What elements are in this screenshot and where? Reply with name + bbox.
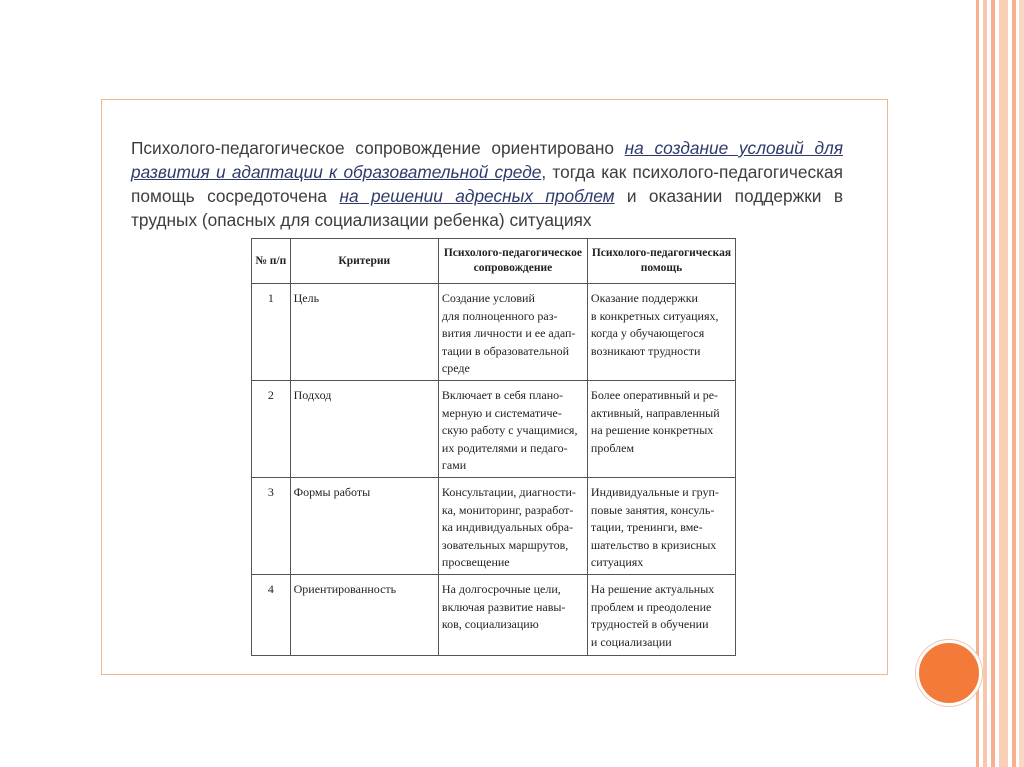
intro-paragraph	[131, 136, 843, 232]
row-num: 2	[252, 381, 291, 478]
row-num: 1	[252, 284, 291, 381]
row-support: Создание условий для полноценного раз- вития личности и ее адап- тации в образовательной среде	[438, 284, 587, 381]
row-help: Более оперативный и ре- активный, направленный на решение конкретных проблем	[587, 381, 735, 478]
decorative-circle	[916, 640, 982, 706]
header-help: Психолого-педагогическая помощь	[587, 239, 735, 284]
row-criterion: Формы работы	[290, 478, 438, 575]
header-criteria: Критерии	[290, 239, 438, 284]
row-help: Индивидуальные и груп- повые занятия, консуль- тации, тренинги, вме- шательство в кризисных ситуациях	[587, 478, 735, 575]
row-criterion: Подход	[290, 381, 438, 478]
stripe	[991, 0, 995, 767]
intro-text-1: Психолого-педагогическое сопровождение ориентировано	[131, 138, 625, 158]
stripe	[976, 0, 979, 767]
row-support: На долгосрочные цели, включая развитие навы- ков, социализацию	[438, 575, 587, 656]
header-support: Психолого-педагогическое сопровождение	[438, 239, 587, 284]
stripe	[983, 0, 987, 767]
row-num: 3	[252, 478, 291, 575]
stripe	[999, 0, 1008, 767]
table-row	[252, 575, 736, 656]
stripe	[1012, 0, 1016, 767]
row-support: Консультации, диагности- ка, мониторинг, разработ- ка индивидуальных обра- зовательных маршрутов, просвещение	[438, 478, 587, 575]
intro-text-2: , тогда как психолого-педагогическая помощь сосредоточена	[131, 162, 843, 206]
row-help: На решение актуальных проблем и преодоление трудностей в обучении и социализации	[587, 575, 735, 656]
table-row	[252, 478, 736, 575]
intro-underlined-2: на решении адресных проблем	[339, 186, 615, 206]
row-support: Включает в себя плано- мерную и систематиче- скую работу с учащимися, их родителями и педаго- гами	[438, 381, 587, 478]
row-help: Оказание поддержки в конкретных ситуациях, когда у обучающегося возникают трудности	[587, 284, 735, 381]
criteria-table	[251, 238, 736, 656]
row-criterion: Ориентированность	[290, 575, 438, 656]
stripe	[1019, 0, 1024, 767]
table-row	[252, 381, 736, 478]
header-num: № п/п	[252, 239, 291, 284]
row-num: 4	[252, 575, 291, 656]
table-header-row	[252, 239, 736, 284]
decorative-stripes	[976, 0, 1024, 767]
table-row	[252, 284, 736, 381]
intro-underlined-1: на создание условий для развития и адаптации к образовательной среде	[131, 138, 843, 182]
intro-text-3: и оказании поддержки в трудных (опасных для социализации ребенка) ситуациях	[131, 186, 844, 230]
row-criterion: Цель	[290, 284, 438, 381]
